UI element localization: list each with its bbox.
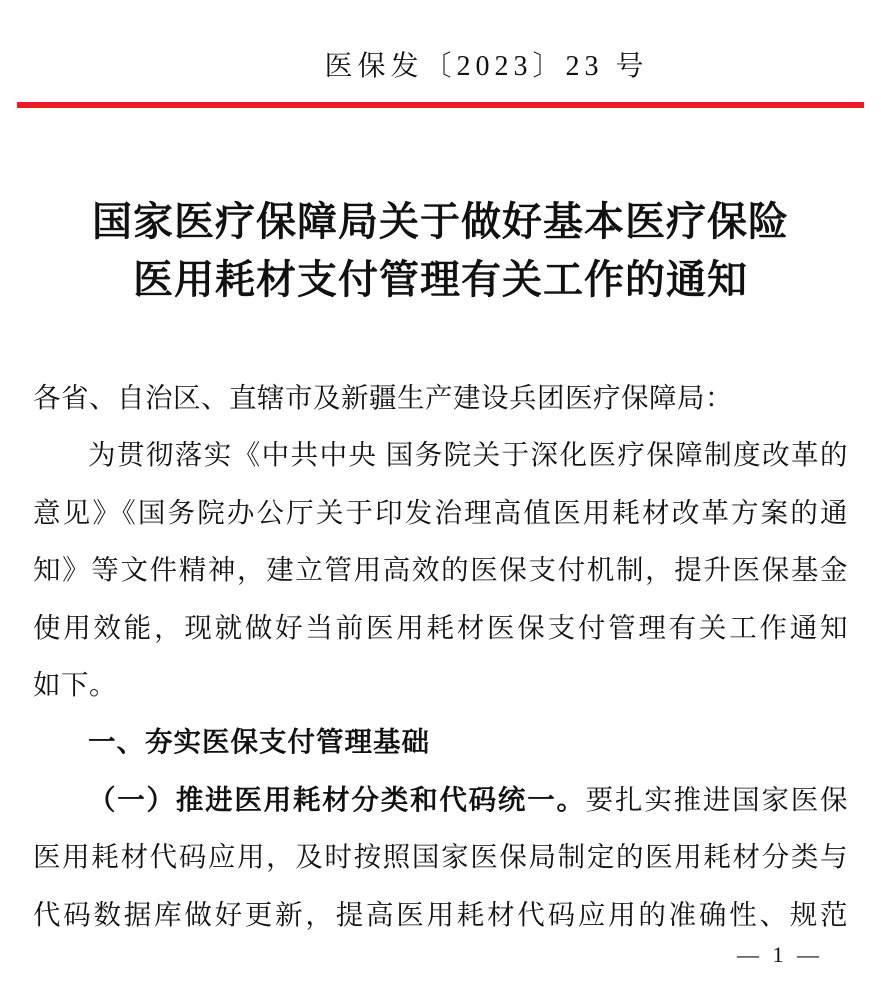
document-body [33, 369, 848, 943]
doc-number: 医保发〔2023〕23 号 [324, 51, 649, 82]
section1-item1-line1 [33, 771, 848, 828]
paragraph1-line1: 为贯彻落实《中共中央 国务院关于深化医疗保障制度改革的 [88, 439, 848, 471]
title-line-1: 国家医疗保障局关于做好基本医疗保险 [92, 199, 789, 244]
title-line-2: 医用耗材支付管理有关工作的通知 [133, 257, 748, 302]
page-number: — 1 — [737, 942, 819, 967]
section1-item1-lead: （一）推进医用耗材分类和代码统一。 [88, 783, 586, 815]
section1-item1-line2: 医用耗材代码应用，及时按照国家医保局制定的医用耗材分类与 [33, 841, 848, 873]
paragraph1-line3: 知》等文件精神，建立管用高效的医保支付机制，提升医保基金 [33, 554, 848, 586]
document-title [0, 193, 881, 309]
section1-heading: 一、夯实医保支付管理基础 [88, 726, 430, 758]
red-divider-line [17, 102, 864, 108]
section1-item1-line3: 代码数据库做好更新，提高医用耗材代码应用的准确性、规范 [33, 898, 848, 930]
salutation-line: 各省、自治区、直辖市及新疆生产建设兵团医疗保障局： [33, 382, 733, 413]
paragraph1-line5: 如下。 [33, 669, 117, 701]
paragraph1-line2: 意见》《国务院办公厅关于印发治理高值医用耗材改革方案的通 [33, 496, 848, 528]
paragraph1-line4: 使用效能，现就做好当前医用耗材医保支付管理有关工作通知 [33, 611, 848, 643]
section1-item1-rest: 要扎实推进国家医保 [585, 783, 849, 815]
